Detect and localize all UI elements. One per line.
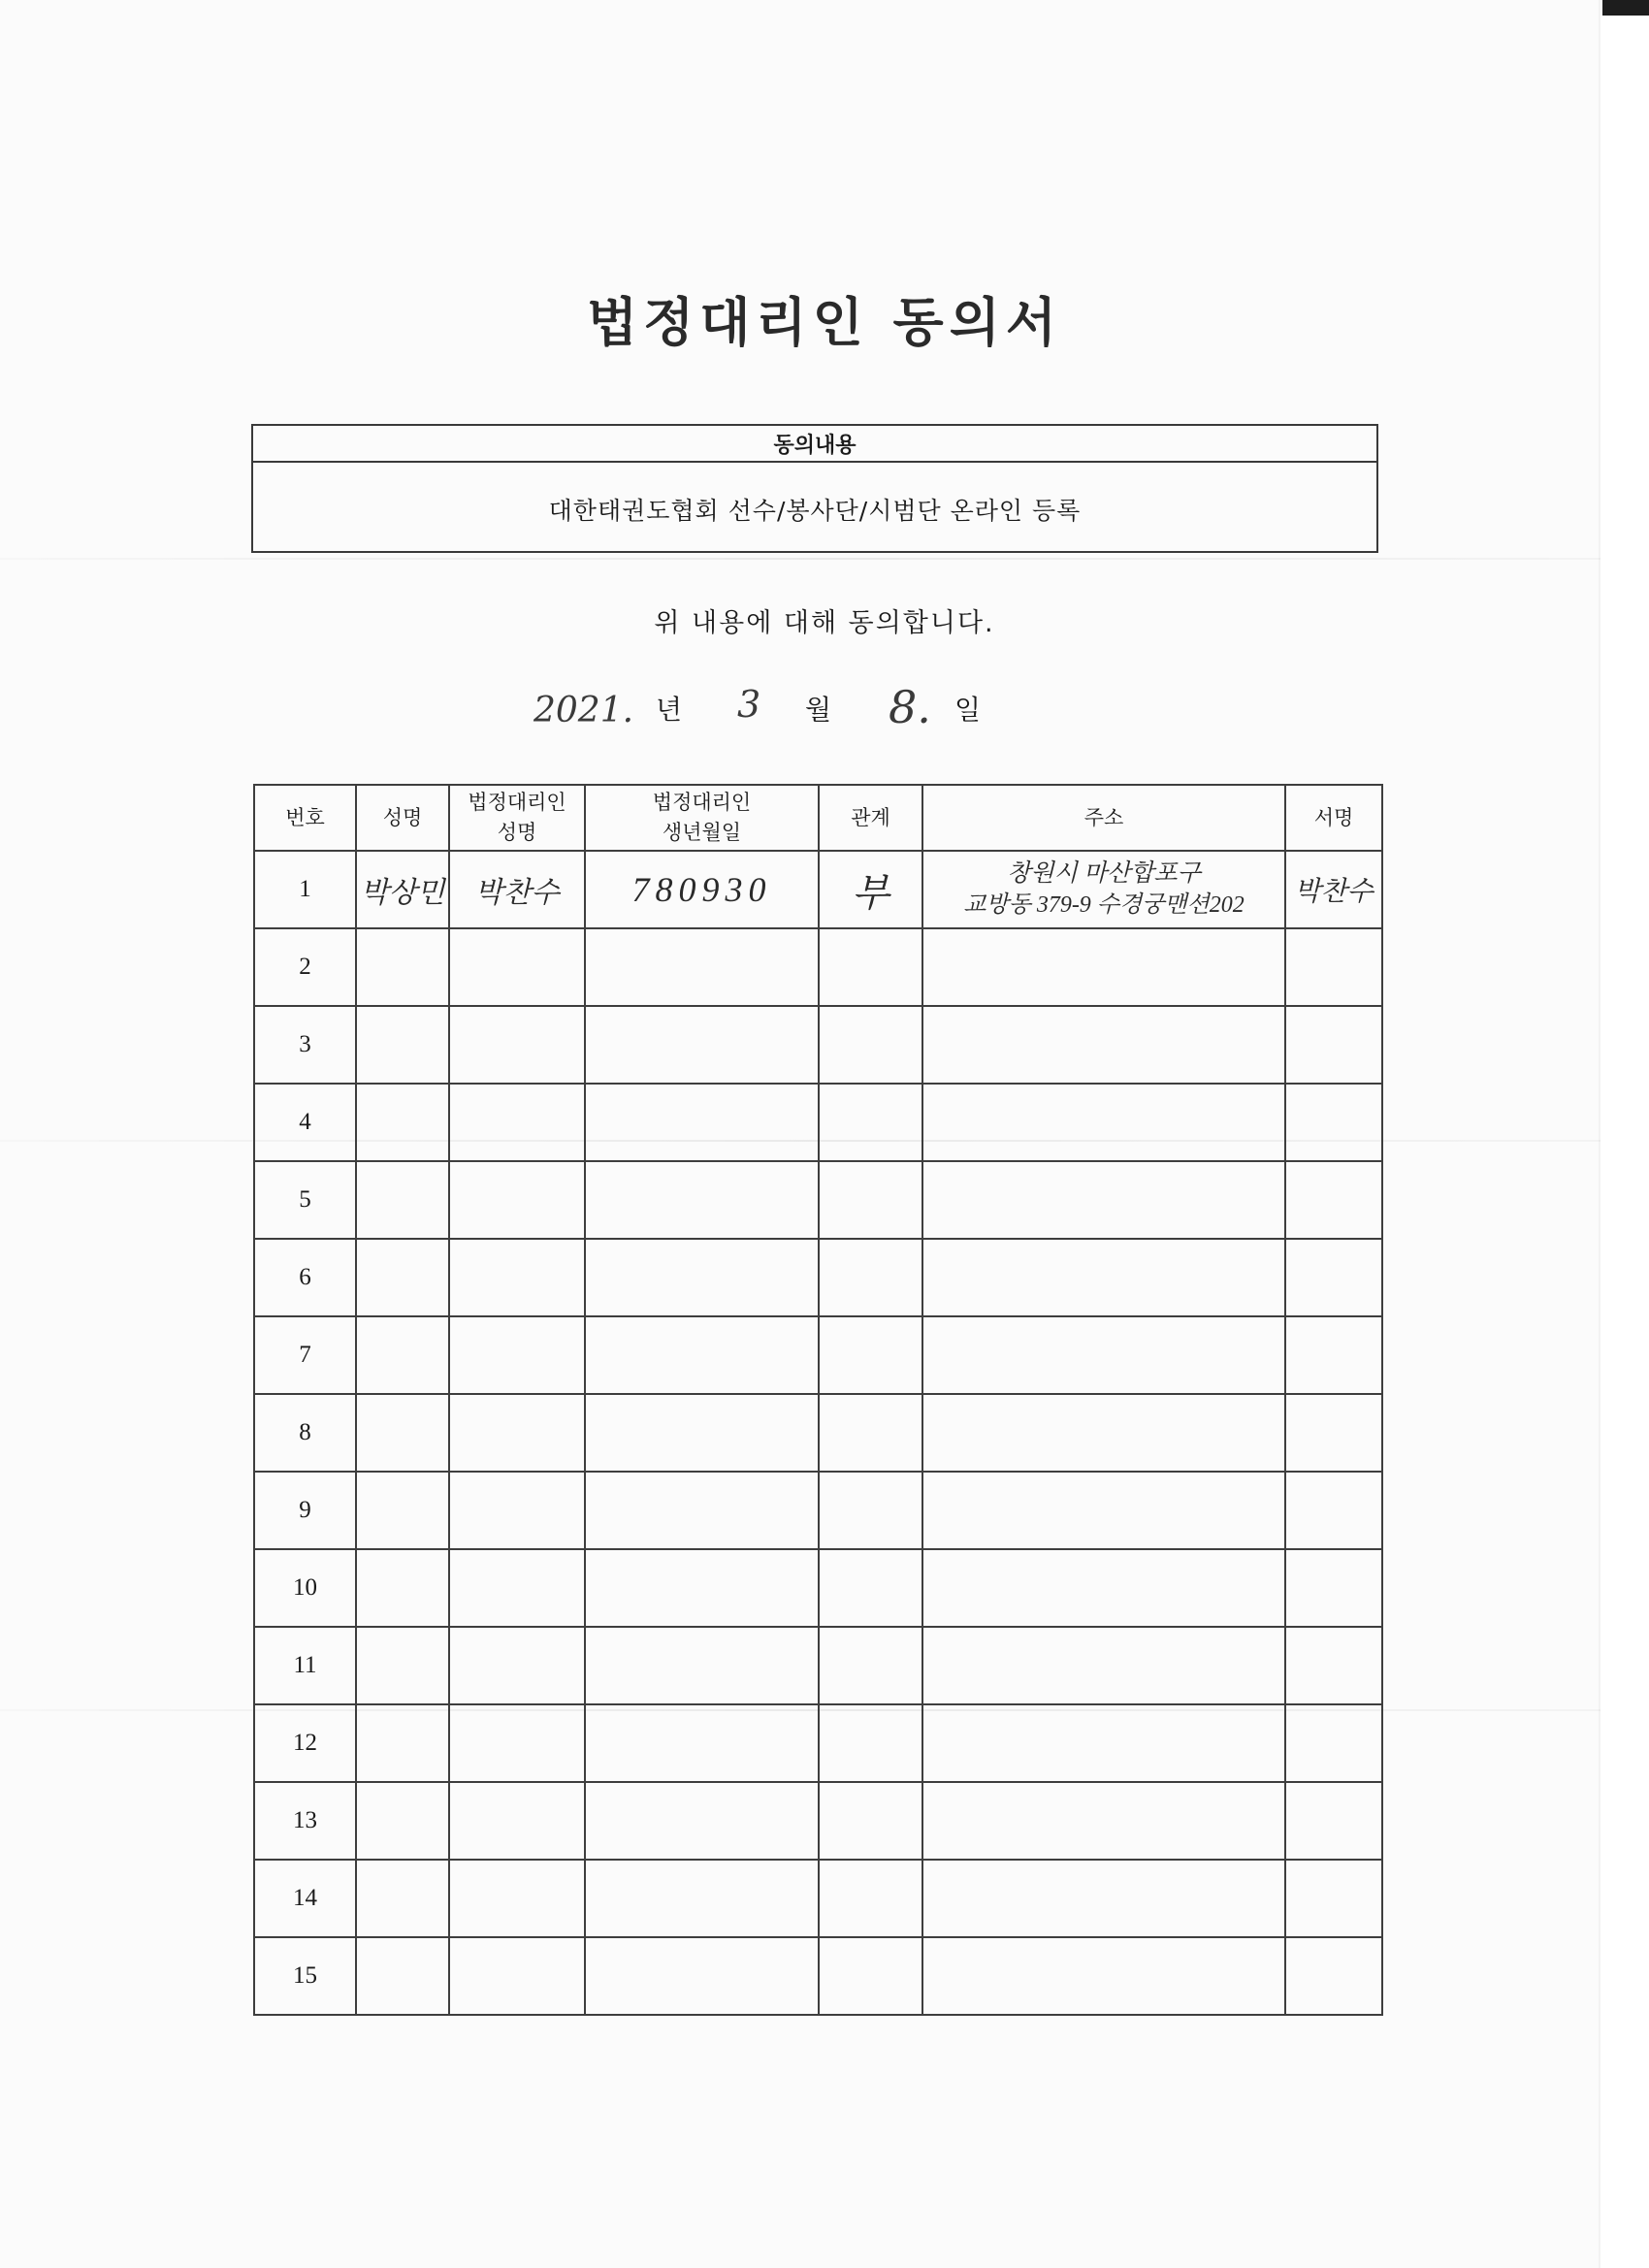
header-guardian-name-line2: 성명 — [497, 821, 537, 844]
header-guardian-name — [449, 785, 585, 851]
header-relation: 관계 — [819, 785, 922, 851]
row-address-line2: 교방동 379-9 수경궁맨션202 — [963, 892, 1245, 918]
row-signature — [1285, 1860, 1382, 1937]
row-guardian-name — [449, 1704, 585, 1782]
row-relation — [819, 1006, 922, 1084]
row-relation — [819, 1394, 922, 1472]
consent-body: 대한태권도협회 선수/봉사단/시범단 온라인 등록 — [548, 496, 1082, 525]
row-guardian-birth — [585, 928, 819, 1006]
row-address — [922, 1627, 1285, 1704]
table-row — [254, 1472, 1382, 1549]
row-guardian-birth — [585, 1549, 819, 1627]
header-name: 성명 — [356, 785, 449, 851]
row-signature — [1285, 1394, 1382, 1472]
row-no: 1 — [254, 851, 356, 928]
date-year: 2021. — [534, 691, 634, 730]
row-relation — [819, 1782, 922, 1860]
row-guardian-birth — [585, 1239, 819, 1316]
header-guardian-birth-line2: 생년월일 — [662, 821, 742, 844]
row-signature — [1285, 1472, 1382, 1549]
row-relation — [819, 1239, 922, 1316]
table-row — [254, 928, 1382, 1006]
date-month: 3 — [737, 683, 761, 726]
date-year-label: 년 — [656, 694, 683, 726]
row-no: 13 — [254, 1782, 356, 1860]
row-guardian-name — [449, 1937, 585, 2015]
row-guardian-name — [449, 1472, 585, 1549]
row-guardian-name — [449, 1316, 585, 1394]
row-name — [356, 928, 449, 1006]
header-guardian-name-line1: 법정대리인 — [468, 791, 566, 814]
row-address — [922, 1549, 1285, 1627]
row-address — [922, 1860, 1285, 1937]
row-address — [922, 1239, 1285, 1316]
row-guardian-birth — [585, 1006, 819, 1084]
date-day-label: 일 — [954, 694, 982, 726]
row-signature — [1285, 1316, 1382, 1394]
row-relation — [819, 1472, 922, 1549]
row-relation — [819, 1860, 922, 1937]
row-relation — [819, 1316, 922, 1394]
row-name — [356, 1316, 449, 1394]
row-signature — [1285, 1627, 1382, 1704]
row-guardian-birth: 780930 — [585, 851, 819, 928]
table-row — [254, 1937, 1382, 2015]
row-no: 10 — [254, 1549, 356, 1627]
paper-fold — [0, 558, 1600, 560]
row-signature — [1285, 1937, 1382, 2015]
row-signature — [1285, 1704, 1382, 1782]
row-no: 7 — [254, 1316, 356, 1394]
table-row — [254, 1627, 1382, 1704]
table-row — [254, 1161, 1382, 1239]
table-row — [254, 1704, 1382, 1782]
row-no: 15 — [254, 1937, 356, 2015]
row-guardian-birth — [585, 1860, 819, 1937]
row-no: 14 — [254, 1860, 356, 1937]
row-relation — [819, 1549, 922, 1627]
row-name — [356, 1239, 449, 1316]
table-row — [254, 851, 1382, 928]
row-address — [922, 1937, 1285, 2015]
date-line — [524, 669, 1106, 737]
table-row — [254, 1549, 1382, 1627]
table-row — [254, 1239, 1382, 1316]
row-signature — [1285, 851, 1382, 928]
row-guardian-name — [449, 1860, 585, 1937]
row-no: 9 — [254, 1472, 356, 1549]
row-name — [356, 1704, 449, 1782]
agree-statement: 위 내용에 대해 동의합니다. — [654, 608, 995, 638]
row-guardian-name — [449, 1394, 585, 1472]
row-no: 3 — [254, 1006, 356, 1084]
row-name — [356, 1394, 449, 1472]
row-guardian-name: 박찬수 — [449, 851, 585, 928]
row-guardian-name — [449, 1006, 585, 1084]
date-month-label: 월 — [805, 694, 832, 726]
row-name — [356, 1472, 449, 1549]
row-address — [922, 928, 1285, 1006]
row-no: 2 — [254, 928, 356, 1006]
row-no: 6 — [254, 1239, 356, 1316]
row-guardian-birth — [585, 1472, 819, 1549]
date-day: 8. — [889, 681, 931, 733]
row-relation — [819, 1627, 922, 1704]
row-name — [356, 1006, 449, 1084]
row-no: 8 — [254, 1394, 356, 1472]
row-signature — [1285, 1006, 1382, 1084]
scan-edge-mark — [1602, 0, 1649, 16]
row-no: 5 — [254, 1161, 356, 1239]
row-no: 12 — [254, 1704, 356, 1782]
row-guardian-birth — [585, 1627, 819, 1704]
row-guardian-birth — [585, 1161, 819, 1239]
row-address — [922, 1472, 1285, 1549]
row-name — [356, 1860, 449, 1937]
row-address — [922, 1316, 1285, 1394]
row-relation — [819, 1084, 922, 1161]
table-row — [254, 1316, 1382, 1394]
header-no: 번호 — [254, 785, 356, 851]
table-header-row — [254, 785, 1382, 851]
signature-handwriting: 박찬수 — [1294, 877, 1374, 907]
header-guardian-birth-line1: 법정대리인 — [652, 791, 752, 814]
consent-box — [251, 424, 1378, 553]
row-guardian-name — [449, 1782, 585, 1860]
row-guardian-birth — [585, 1316, 819, 1394]
row-address — [922, 1084, 1285, 1161]
row-guardian-birth — [585, 1782, 819, 1860]
row-guardian-name — [449, 1161, 585, 1239]
row-relation — [819, 1161, 922, 1239]
row-guardian-birth — [585, 1937, 819, 2015]
row-guardian-name — [449, 1239, 585, 1316]
row-relation: 부 — [819, 851, 922, 928]
row-address — [922, 1394, 1285, 1472]
row-no: 4 — [254, 1084, 356, 1161]
row-address — [922, 1704, 1285, 1782]
row-signature — [1285, 928, 1382, 1006]
guardian-table — [253, 784, 1383, 2016]
row-guardian-name — [449, 1549, 585, 1627]
consent-header: 동의내용 — [253, 426, 1376, 463]
row-signature — [1285, 1084, 1382, 1161]
row-guardian-birth — [585, 1394, 819, 1472]
row-name — [356, 1084, 449, 1161]
row-relation — [819, 928, 922, 1006]
row-name — [356, 1161, 449, 1239]
table-row — [254, 1006, 1382, 1084]
table-row — [254, 1860, 1382, 1937]
table-row — [254, 1084, 1382, 1161]
row-guardian-name — [449, 1627, 585, 1704]
row-relation — [819, 1937, 922, 2015]
row-relation — [819, 1704, 922, 1782]
row-signature — [1285, 1161, 1382, 1239]
header-guardian-birth — [585, 785, 819, 851]
row-signature — [1285, 1782, 1382, 1860]
row-guardian-birth — [585, 1704, 819, 1782]
row-guardian-name — [449, 928, 585, 1006]
row-address — [922, 851, 1285, 928]
row-name — [356, 1627, 449, 1704]
header-address: 주소 — [922, 785, 1285, 851]
row-address — [922, 1782, 1285, 1860]
row-address — [922, 1161, 1285, 1239]
row-signature — [1285, 1549, 1382, 1627]
page-title: 법정대리인 동의서 — [586, 292, 1063, 353]
row-name — [356, 1782, 449, 1860]
row-signature — [1285, 1239, 1382, 1316]
table-row — [254, 1782, 1382, 1860]
row-no: 11 — [254, 1627, 356, 1704]
table-row — [254, 1394, 1382, 1472]
row-name — [356, 1937, 449, 2015]
row-name — [356, 1549, 449, 1627]
row-address — [922, 1006, 1285, 1084]
row-name: 박상민 — [356, 851, 449, 928]
header-signature: 서명 — [1285, 785, 1382, 851]
row-guardian-name — [449, 1084, 585, 1161]
row-address-line1: 창원시 마산합포구 — [1007, 860, 1201, 887]
row-guardian-birth — [585, 1084, 819, 1161]
